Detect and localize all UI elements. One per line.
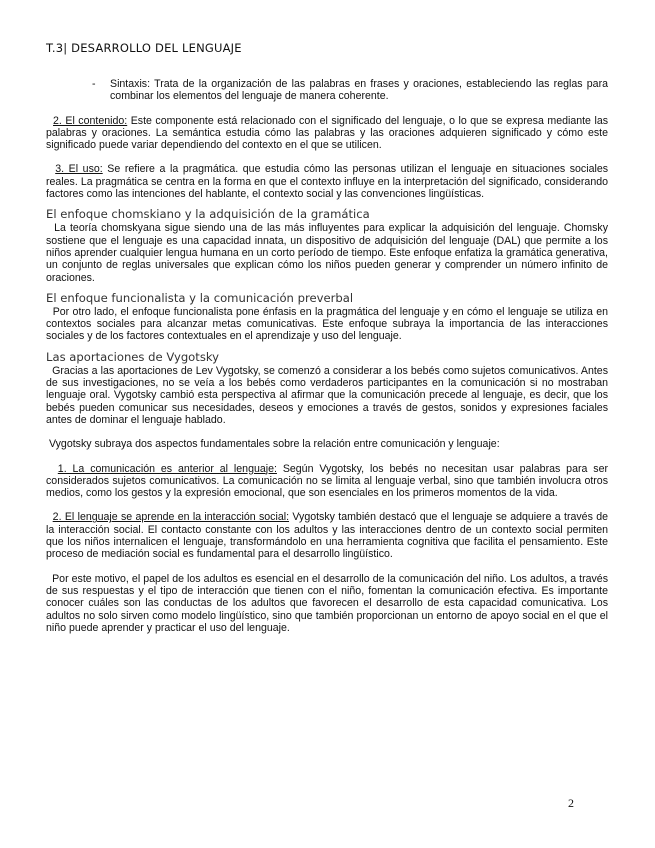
contenido-text: Este componente está relacionado con el significado del lenguaje, o lo que se expresa mediante las palabras y oraciones. La semántica estudia cómo las palabras y las oraciones adquieren significado y cómo este significado puede variar dependiendo del contexto en el que se utilicen. <box>46 114 609 152</box>
chomsky-paragraph <box>46 222 608 283</box>
page-number: 2 <box>568 796 574 810</box>
aspecto1-text: Según Vygotsky, los bebés no necesitan usar palabras para ser considerados sujetos comunicativos. La comunicación no se limita al lenguaje verbal, sino que también involucra otros medios, como los gestos y la expresión emocional, que son esenciales en los primeros momentos de la vida. <box>46 462 608 500</box>
bullet-dash: - <box>92 78 96 90</box>
vygotsky-intro-text: Vygotsky subraya dos aspectos fundamentales sobre la relación entre comunicación y lenguaje: <box>48 438 500 451</box>
aspecto2-paragraph <box>46 511 608 560</box>
contenido-paragraph <box>46 115 608 152</box>
sintaxis-bullet <box>46 78 608 103</box>
aspecto2-text: Vygotsky también destacó que el lenguaje se adquiere a través de la interacción social. El contacto constante con los adultos y las interacciones dentro de un contexto social permiten que los niños internalicen el lenguaje, transformándolo en una herramienta cognitiva que facilita el pensamiento. Este proceso de mediación social es fundamental para el desarrollo lingüístico. <box>46 511 608 561</box>
funcionalista-paragraph <box>46 306 608 343</box>
uso-text: Se refiere a la pragmática. que estudia cómo las personas utilizan el lenguaje en situaciones sociales reales. La pragmática se centra en la forma en que el contexto influye en la interpretación del significado, considerando factores como las intenciones del hablante, el contexto social y las convenciones lingüísticas. <box>46 163 609 201</box>
uso-label: 3. El uso: <box>55 163 103 176</box>
chomsky-heading: El enfoque chomskiano y la adquisición de la gramática <box>46 207 370 222</box>
funcionalista-heading: El enfoque funcionalista y la comunicación preverbal <box>46 290 354 305</box>
uso-paragraph <box>46 163 608 200</box>
sintaxis-label: Sintaxis: <box>110 78 151 90</box>
aspecto2-label: 2. El lenguaje se aprende en la interacción social: <box>52 511 290 524</box>
funcionalista-text: Por otro lado, el enfoque funcionalista pone énfasis en la pragmática del lenguaje y en cómo el lenguaje se utiliza en contextos sociales para alcanzar metas comunicativas. Este enfoque subraya la importancia de las interacciones sociales y de los factores contextuales en el aprendizaje y uso del lenguaje. <box>46 305 609 343</box>
page-content <box>46 78 608 634</box>
aspecto1-paragraph <box>46 463 608 500</box>
sintaxis-paragraph <box>110 78 608 103</box>
conclusion-paragraph <box>46 573 608 634</box>
page-header: T.3| DESARROLLO DEL LENGUAJE <box>46 41 242 55</box>
conclusion-text: Por este motivo, el papel de los adultos es esencial en el desarrollo de la comunicación del niño. Los adultos, a través de sus respuestas y el tipo de interacción que tienen con el niño, fomentan la comunicación efectiva. Es importante conocer cuáles son las conductas de los adultos que favorecen el desarrollo de esta capacidad comunicativa. Los adultos no solo sirven como modelo lingüístico, sino que también proporcionan un entorno de apoyo social en el que el niño puede aprender y practicar el uso del lenguaje. <box>46 572 608 634</box>
vygotsky-heading: Las aportaciones de Vygotsky <box>46 349 220 364</box>
aspecto1-label: 1. La comunicación es anterior al lenguaje: <box>57 462 277 475</box>
vygotsky-paragraph <box>46 365 608 426</box>
vygotsky-intro-paragraph <box>46 438 608 450</box>
sintaxis-text: Trata de la organización de las palabras en frases y oraciones, estableciendo las reglas para combinar los elementos del lenguaje de manera coherente. <box>110 78 608 103</box>
contenido-label: 2. El contenido: <box>53 114 128 127</box>
vygotsky-text: Gracias a las aportaciones de Lev Vygotsky, se comenzó a considerar a los bebés como sujetos comunicativos. Antes de sus investigaciones, no se veía a los bebés como verdaderos participantes en la comunicación si no mostraban lenguaje oral. Vygotsky cambió esta perspectiva al afirmar que la comunicación precede al lenguaje, es decir, que los bebés pueden comunicar sus necesidades, deseos y emociones a través de gestos, sonidos y expresiones faciales antes de dominar el lenguaje hablado. <box>46 364 609 426</box>
chomsky-text: La teoría chomskyana sigue siendo una de las más influyentes para explicar la adquisición del lenguaje. Chomsky sostiene que el lenguaje es una capacidad innata, un dispositivo de adquisición del lenguaje (DAL) que permite a los niños aprender cualquier lengua humana en un corto período de tiempo. Este enfoque enfatiza la gramática generativa, un conjunto de reglas universales que explican cómo los niños pueden generar y comprender un número infinito de oraciones. <box>46 222 608 284</box>
